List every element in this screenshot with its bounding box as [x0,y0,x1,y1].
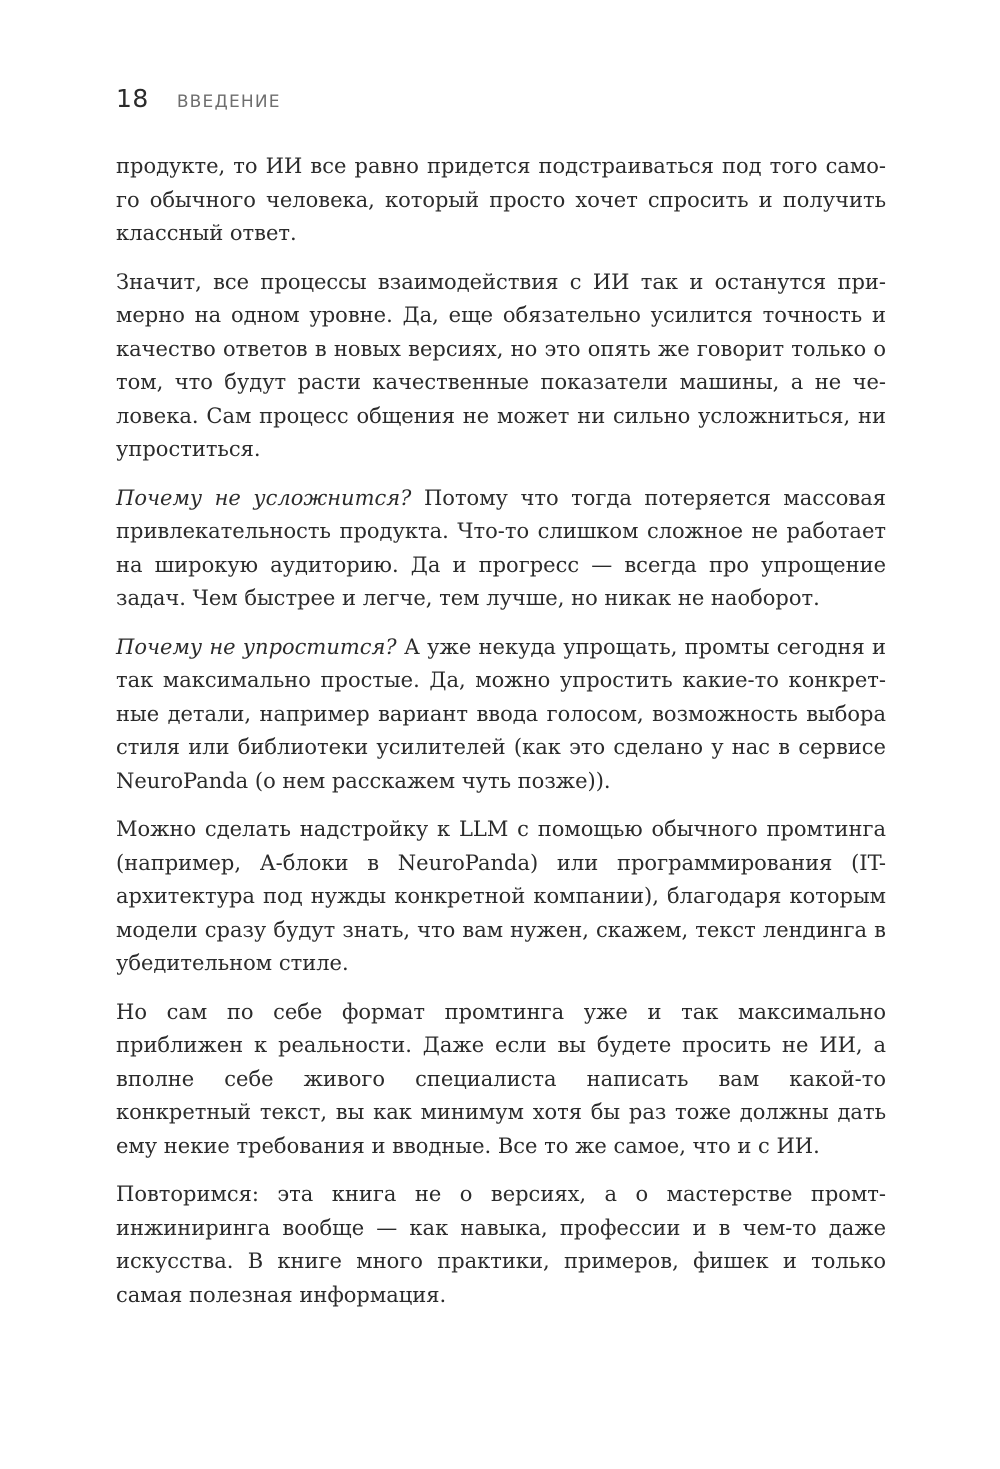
page-number: 18 [116,84,149,113]
paragraph-text: Повторимся: эта книга не о версиях, а о мастерстве промт-инжиниринга вообще — как навыка, профессии и в чем-то даже искусства. В книге много практики, примеров, фишек и только самая полезная информация. [116,1182,886,1307]
paragraph [116,996,886,1164]
paragraph-text: Можно сделать надстройку к LLM с помощью обычного промтинга (например, А-блоки в NeuroPanda) или программирования (IT-архитектура под нужды конкретной компании), благодаря которым модели сразу будут знать, что вам нужен, скажем, текст лендинга в убедительном стиле. [116,817,886,975]
paragraph-text: Значит, все процессы взаимодействия с ИИ так и останутся примерно на одном уровне. Да, еще обязательно усилится точность и качество ответов в новых версиях, но это опять же говорит только о том, что будут расти качественные показатели машины, а не человека. Сам процесс общения не может ни сильно усложниться, ни упроститься. [116,269,886,461]
running-head [116,84,281,118]
paragraph [116,266,886,467]
paragraph-text: Потому что тогда потеряется массовая привлекательность продукта. Что-то слишком сложное не работает на широкую аудиторию. Да и прогресс — всегда про упрощение задач. Чем быстрее и легче, тем лучше, но никак не наоборот. [116,485,886,610]
paragraph-lead-question: Почему не упростится? [116,634,397,659]
paragraph-text: А уже некуда упрощать, промты сегодня и так максимально простые. Да, можно упростить какие-то конкретные детали, например вариант ввода голосом, возможность выбора стиля или библиотеки усилителей (как это сделано у нас в сервисе NeuroPanda (о нем расскажем чуть позже)). [116,634,886,793]
paragraph [116,1178,886,1312]
paragraph-text: Но сам по себе формат промтинга уже и так максимально приближен к реальности. Даже если вы будете просить не ИИ, а вполне себе живого специалиста написать вам какой-то конкретный текст, вы как минимум хотя бы раз тоже должны дать ему некие требования и вводные. Все то же самое, что и с ИИ. [116,999,886,1158]
paragraph-text: продукте, то ИИ все равно придется подстраиваться под того самого обычного человека, который просто хочет спросить и получить классный ответ. [116,154,886,245]
section-title: ВВЕДЕНИЕ [176,92,281,112]
paragraph [116,150,886,251]
paragraph [116,482,886,616]
body-text [116,150,886,1327]
paragraph-lead-question: Почему не усложнится? [116,485,412,510]
paragraph [116,813,886,981]
paragraph [116,631,886,799]
